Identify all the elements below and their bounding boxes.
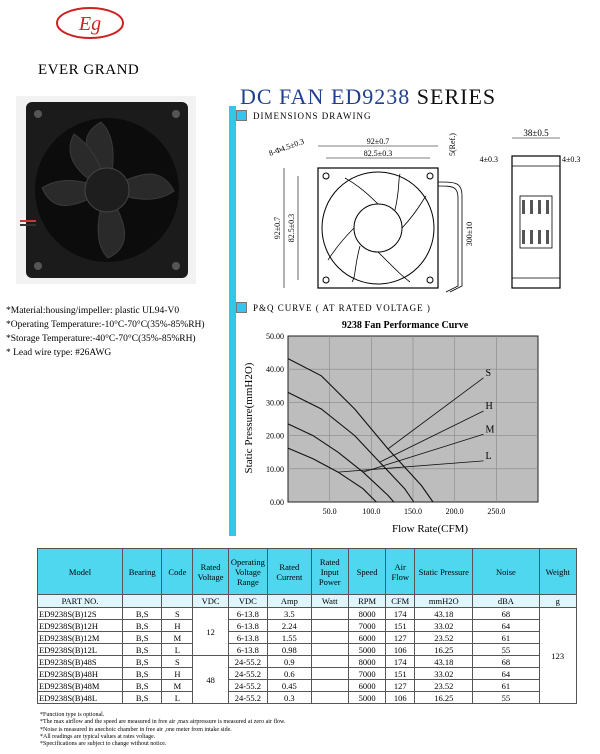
col-header: Weight xyxy=(539,549,576,595)
table-cell: 64 xyxy=(473,668,539,680)
brand-name: EVER GRAND xyxy=(38,62,140,78)
table-cell: ED9238S(B)48H xyxy=(38,668,123,680)
table-cell: 55 xyxy=(473,692,539,704)
table-cell: 6000 xyxy=(348,680,385,692)
col-header: Operating Voltage Range xyxy=(228,549,267,595)
y-tick-label: 40.00 xyxy=(266,365,284,375)
unit-cell xyxy=(122,595,161,608)
table-cell: B,S xyxy=(122,608,161,620)
series-label-m: M xyxy=(485,424,495,436)
units-row xyxy=(38,595,577,608)
col-header: Bearing xyxy=(122,549,161,595)
dim-hole-spec: 8-Φ4.5±0.3 xyxy=(267,136,306,158)
table-cell: 5000 xyxy=(348,692,385,704)
dim-ref: 5(Ref.) xyxy=(448,133,457,156)
table-row xyxy=(38,632,577,644)
table-cell xyxy=(311,680,348,692)
table-cell: 174 xyxy=(386,608,415,620)
unit-cell: mmH2O xyxy=(415,595,473,608)
table-cell: 2.24 xyxy=(268,620,312,632)
table-cell: B,S xyxy=(122,632,161,644)
unit-cell: CFM xyxy=(386,595,415,608)
table-cell: 33.02 xyxy=(415,620,473,632)
table-cell: S xyxy=(162,608,193,620)
series-title xyxy=(240,84,496,110)
table-cell: 3.5 xyxy=(268,608,312,620)
unit-cell: Watt xyxy=(311,595,348,608)
table-cell: 0.3 xyxy=(268,692,312,704)
table-cell: 6-13.8 xyxy=(228,608,267,620)
chart-ylabel: Static Pressure(mmH2O) xyxy=(243,362,255,474)
spec-operating-temp: *Operating Temperature:-10°C-70°C(35%-85%RH) xyxy=(6,320,205,330)
note: *All readings are typical values at rates voltage. xyxy=(40,733,156,740)
chart-title: 9238 Fan Performance Curve xyxy=(341,320,469,331)
series-label-l: L xyxy=(485,450,492,462)
table-cell: ED9238S(B)12M xyxy=(38,632,123,644)
x-tick-label: 150.0 xyxy=(404,507,422,516)
col-header: Code xyxy=(162,549,193,595)
y-tick-label: 50.00 xyxy=(266,332,284,341)
table-cell: 23.52 xyxy=(415,632,473,644)
dim-hole-pitch-v: 82.5±0.3 xyxy=(287,213,296,243)
table-cell: 23.52 xyxy=(415,680,473,692)
col-header: Rated Input Power xyxy=(311,549,348,595)
table-cell: 6-13.8 xyxy=(228,644,267,656)
table-row xyxy=(38,668,577,680)
table-row xyxy=(38,680,577,692)
unit-cell: PART NO. xyxy=(38,595,123,608)
table-cell xyxy=(311,608,348,620)
table-cell: B,S xyxy=(122,644,161,656)
fan-photo xyxy=(16,96,196,284)
table-cell: 24-55.2 xyxy=(228,692,267,704)
table-cell: L xyxy=(162,644,193,656)
table-cell: ED9238S(B)12S xyxy=(38,608,123,620)
table-cell: S xyxy=(162,656,193,668)
table-cell: 16.25 xyxy=(415,644,473,656)
table-cell: 127 xyxy=(386,680,415,692)
y-tick-label: 20.00 xyxy=(266,431,284,441)
table-cell: 6000 xyxy=(348,632,385,644)
table-cell: B,S xyxy=(122,692,161,704)
logo-text: Eg xyxy=(78,13,102,35)
table-cell: 48 xyxy=(193,656,228,704)
table-cell xyxy=(311,632,348,644)
table-cell: H xyxy=(162,620,193,632)
table-cell xyxy=(311,692,348,704)
brand-logo xyxy=(55,6,125,40)
unit-cell: g xyxy=(539,595,576,608)
spec-storage-temp: *Storage Temperature:-40°C-70°C(35%-85%RH) xyxy=(6,334,196,344)
square-bullet-icon xyxy=(236,302,247,313)
dimensions-heading: DIMENSIONS DRAWING xyxy=(236,110,372,121)
table-cell: 106 xyxy=(386,692,415,704)
col-header: Rated Voltage xyxy=(193,549,228,595)
table-cell: 68 xyxy=(473,608,539,620)
col-header: Noise xyxy=(473,549,539,595)
table-cell: ED9238S(B)48M xyxy=(38,680,123,692)
table-cell: 127 xyxy=(386,632,415,644)
col-header: Air Flow xyxy=(386,549,415,595)
table-cell: 68 xyxy=(473,656,539,668)
table-cell: ED9238S(B)12L xyxy=(38,644,123,656)
table-cell: 24-55.2 xyxy=(228,680,267,692)
table-cell: 0.98 xyxy=(268,644,312,656)
note: *Noise is measured in anechoic chamber in free air ,one meter from intake side. xyxy=(40,726,232,733)
table-header-row xyxy=(38,549,577,595)
square-bullet-icon xyxy=(236,110,247,121)
col-header: Speed xyxy=(348,549,385,595)
table-cell: 16.25 xyxy=(415,692,473,704)
table-cell: ED9238S(B)12H xyxy=(38,620,123,632)
spec-list xyxy=(6,304,205,360)
y-tick-label: 10.00 xyxy=(266,464,284,474)
table-cell: 106 xyxy=(386,644,415,656)
x-tick-label: 200.0 xyxy=(445,507,464,516)
note: *The max airflow and the speed are measured in free air ,max airpressure is measured at zero air flow. xyxy=(40,719,286,726)
table-cell: H xyxy=(162,668,193,680)
spec-lead-wire: * Lead wire type: #26AWG xyxy=(6,348,112,358)
table-cell: 7000 xyxy=(348,620,385,632)
table-cell: 0.9 xyxy=(268,656,312,668)
dim-hole-pitch: 82.5±0.3 xyxy=(363,149,393,158)
table-cell: ED9238S(B)48L xyxy=(38,692,123,704)
unit-cell: VDC xyxy=(193,595,228,608)
table-cell: 61 xyxy=(473,632,539,644)
x-tick-label: 250.0 xyxy=(487,507,506,516)
table-cell xyxy=(311,644,348,656)
table-cell: 5000 xyxy=(348,644,385,656)
table-cell: 6-13.8 xyxy=(228,620,267,632)
notes xyxy=(40,712,286,748)
dim-overall-width: 92±0.7 xyxy=(366,137,390,146)
table-cell: ED9238S(B)48S xyxy=(38,656,123,668)
performance-chart xyxy=(240,318,595,536)
unit-cell: RPM xyxy=(348,595,385,608)
table-cell xyxy=(311,656,348,668)
col-header: Static Pressure xyxy=(415,549,473,595)
unit-cell: dBA xyxy=(473,595,539,608)
unit-cell: VDC xyxy=(228,595,267,608)
table-row xyxy=(38,692,577,704)
table-cell: B,S xyxy=(122,668,161,680)
table-cell: 55 xyxy=(473,644,539,656)
plot-area xyxy=(266,332,538,516)
table-row xyxy=(38,608,577,620)
table-cell: 174 xyxy=(386,656,415,668)
table-row xyxy=(38,620,577,632)
col-header: Rated Current xyxy=(268,549,312,595)
series-label-s: S xyxy=(485,367,492,379)
note: *Specifications are subject to change without notice. xyxy=(40,741,167,748)
table-cell: 6-13.8 xyxy=(228,632,267,644)
table-cell: B,S xyxy=(122,620,161,632)
table-cell: 33.02 xyxy=(415,668,473,680)
spec-material: *Material:housing/impeller: plastic UL94-V0 xyxy=(6,306,180,316)
unit-cell: Amp xyxy=(268,595,312,608)
table-cell: L xyxy=(162,692,193,704)
note: *Function type is optional. xyxy=(40,712,105,718)
unit-cell xyxy=(162,595,193,608)
dim-lead: 300±10 xyxy=(465,221,474,247)
dim-flange-b: 4±0.3 xyxy=(562,155,581,164)
table-cell: 151 xyxy=(386,668,415,680)
spec-table xyxy=(37,548,577,704)
table-cell: 24-55.2 xyxy=(228,656,267,668)
series-label-h: H xyxy=(485,401,493,413)
table-cell: 123 xyxy=(539,608,576,704)
dim-depth: 38±0.5 xyxy=(523,128,549,138)
pq-curve-heading: P&Q CURVE ( AT RATED VOLTAGE ) xyxy=(236,302,431,313)
table-cell: 8000 xyxy=(348,608,385,620)
table-row xyxy=(38,656,577,668)
series-title-suffix: SERIES xyxy=(410,84,497,109)
table-cell: 151 xyxy=(386,620,415,632)
table-cell: 1.55 xyxy=(268,632,312,644)
x-tick-label: 50.0 xyxy=(322,507,337,516)
table-cell: 24-55.2 xyxy=(228,668,267,680)
table-cell: 43.18 xyxy=(415,608,473,620)
chart-xlabel: Flow Rate(CFM) xyxy=(391,523,469,535)
table-cell: 8000 xyxy=(348,656,385,668)
table-cell: 0.6 xyxy=(268,668,312,680)
table-cell: 64 xyxy=(473,620,539,632)
series-title-prefix: DC FAN ED9238 xyxy=(240,84,411,109)
dim-flange-a: 4±0.3 xyxy=(479,155,498,164)
dim-height: 92±0.7 xyxy=(273,216,282,240)
table-cell: M xyxy=(162,680,193,692)
table-cell xyxy=(311,668,348,680)
table-cell xyxy=(311,620,348,632)
table-cell: 0.45 xyxy=(268,680,312,692)
table-cell: 43.18 xyxy=(415,656,473,668)
table-cell: B,S xyxy=(122,656,161,668)
table-cell: 61 xyxy=(473,680,539,692)
x-tick-label: 100.0 xyxy=(362,507,381,516)
table-cell: B,S xyxy=(122,680,161,692)
table-cell: M xyxy=(162,632,193,644)
dimensions-drawing xyxy=(250,126,590,304)
table-row xyxy=(38,644,577,656)
col-header: Model xyxy=(38,549,123,595)
accent-bar xyxy=(229,106,236,536)
table-cell: 12 xyxy=(193,608,228,656)
table-cell: 7000 xyxy=(348,668,385,680)
y-tick-label: 30.00 xyxy=(266,398,284,408)
y-tick-label: 0.00 xyxy=(270,498,284,507)
